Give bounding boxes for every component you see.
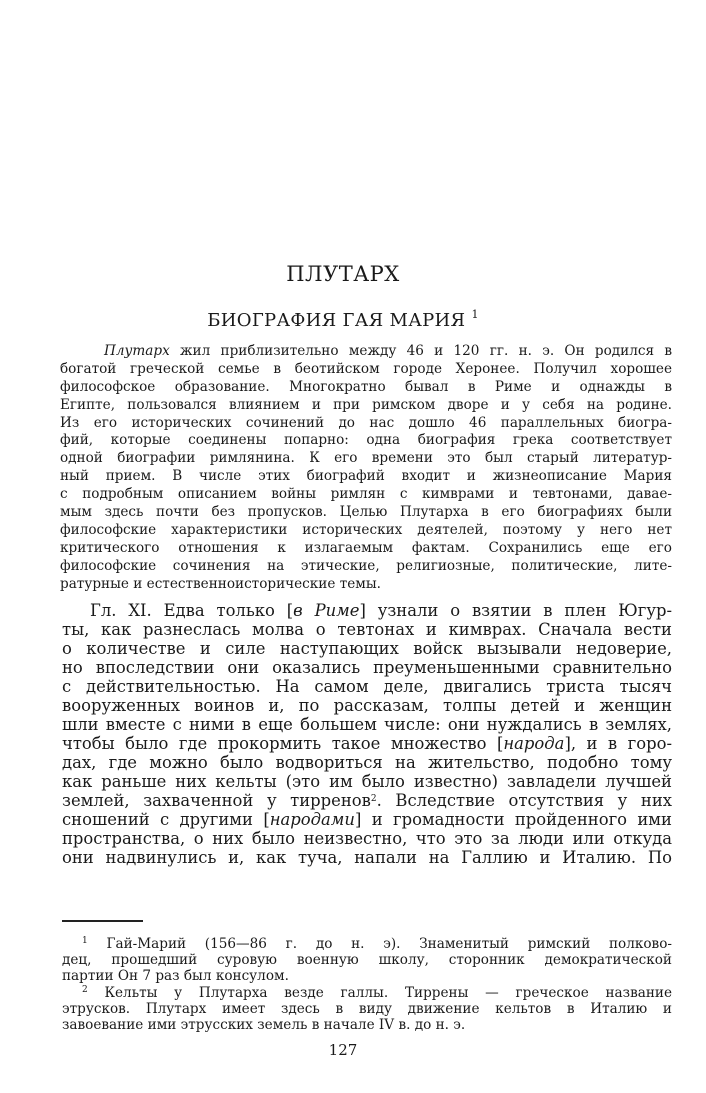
text-line: [60, 432, 672, 450]
text-segment: Гай-Марий (156—86 г. до н. э). Знаменитый римский полково-: [87, 936, 672, 952]
chapter-subtitle: [0, 310, 686, 331]
text-line: [60, 397, 672, 415]
italic-segment: народами: [269, 810, 355, 829]
italic-segment: Плутарх: [104, 343, 170, 359]
text-segment: вооруженных воинов и, по рассказам, толпы детей и женщин: [62, 696, 672, 715]
text-segment: богатой греческой семье в беотийском городе Херонее. Получил хорошее: [60, 360, 672, 377]
text-line: [62, 1001, 672, 1017]
text-line: [62, 968, 672, 984]
text-line: [62, 715, 672, 734]
text-segment: критического отношения к излагаемым фактам. Сохранились еще его: [60, 539, 672, 556]
text-segment: одной биографии римлянина. К его времени это был старый литератур-: [60, 450, 672, 467]
text-line: [62, 985, 672, 1001]
text-line: [60, 486, 672, 504]
text-segment: Египте, пользовался влиянием и при римском дворе и у себя на родине.: [60, 396, 672, 413]
text-segment: ный прием. В числе этих биографий входит и жизнеописание Мария: [60, 468, 672, 485]
text-segment: Гл. XI. Едва только [: [90, 601, 294, 620]
page-number: 127: [328, 1041, 358, 1059]
text-segment: с подробным описанием войны римлян с кимврами и тевтонами, давае-: [60, 486, 672, 503]
text-segment: они надвинулись и, как туча, напали на Галлию и Италию. По: [62, 848, 672, 867]
text-line: [60, 576, 672, 594]
text-segment: жил приблизительно между 46 и 120 гг. н. э. Он родился в: [169, 343, 672, 359]
text-line: [60, 361, 672, 379]
footnote-ref: 1: [471, 308, 479, 321]
intro-paragraph: [60, 343, 672, 593]
text-line: [60, 540, 672, 558]
text-segment: ] узнали о взятии в плен Югур-: [359, 601, 672, 620]
text-line: [62, 601, 672, 620]
text-segment: ] и громадности пройденного ими: [354, 810, 672, 829]
text-line: [60, 379, 672, 397]
text-segment: ратурные и естественноисторические темы.: [60, 575, 381, 592]
text-segment: . Вследствие отсутствия у них: [376, 791, 672, 810]
text-segment: пространства, о них было неизвестно, что это за люди или откуда: [62, 829, 672, 848]
text-segment: шли вместе с ними в еще большем числе: они нуждались в землях,: [62, 715, 672, 734]
text-segment: дах, где можно было водвориться на жительство, подобно тому: [62, 753, 672, 772]
text-line: [62, 658, 672, 677]
text-segment: этрусков. Плутарх имеет здесь в виду движение кельтов в Италию и: [62, 1000, 672, 1017]
text-segment: ты, как разнеслась молва о тевтонах и кимврах. Сначала вести: [62, 620, 672, 639]
text-segment: землей, захваченной у тирренов: [62, 791, 371, 810]
text-line: [62, 810, 672, 829]
text-segment: но впоследствии они оказались преуменьшенными сравнительно: [62, 658, 672, 677]
text-segment: сношений с другими [: [62, 810, 270, 829]
text-segment: с действительностью. На самом деле, двигались триста тысяч: [62, 677, 672, 696]
text-line: [62, 753, 672, 772]
text-segment: завоевание ими этрусских земель в начале IV в. до н. э.: [62, 1016, 466, 1033]
footnote-marker: 1: [82, 936, 88, 946]
text-segment: философские характеристики исторических деятелей, поэтому у него нет: [60, 521, 672, 538]
text-segment: Кельты у Плутарха везде галлы. Тиррены — греческое название: [87, 984, 672, 1001]
footnotes: [62, 936, 672, 1033]
text-line: [60, 415, 672, 433]
footnote-marker: 2: [82, 984, 88, 995]
text-line: [60, 343, 672, 361]
text-segment: философские сочинения на этические, религиозные, политические, лите-: [60, 557, 672, 574]
text-line: [62, 791, 672, 810]
text-line: [60, 450, 672, 468]
text-segment: партии Он 7 раз был консулом.: [62, 968, 289, 985]
subtitle-text: БИОГРАФИЯ ГАЯ МАРИЯ: [207, 310, 466, 331]
text-line: [62, 696, 672, 715]
text-line: [62, 677, 672, 696]
text-line: [60, 468, 672, 486]
text-segment: как раньше них кельты (это им было известно) завладели лучшей: [62, 772, 672, 791]
page-title: ПЛУТАРХ: [286, 262, 400, 286]
text-line: [62, 1017, 672, 1033]
text-segment: ], и в горо-: [564, 734, 672, 753]
text-segment: дец, прошедший суровую военную школу, сторонник демократической: [62, 952, 672, 969]
text-line: [62, 936, 672, 952]
text-segment: философское образование. Многократно бывал в Риме и однажды в: [60, 378, 672, 395]
text-segment: мым здесь почти без пропусков. Целью Плутарха в его биографиях были: [60, 504, 672, 521]
footnote-divider: [62, 920, 143, 922]
text-line: [62, 848, 672, 867]
text-segment: о количестве и силе наступающих войск вызывали недоверие,: [62, 639, 672, 658]
text-line: [60, 504, 672, 522]
text-line: [60, 522, 672, 540]
main-text: [62, 601, 672, 867]
text-line: [62, 952, 672, 968]
text-line: [62, 639, 672, 658]
italic-segment: в Риме: [293, 601, 360, 620]
text-line: [62, 734, 672, 753]
text-line: [60, 558, 672, 576]
text-line: [62, 772, 672, 791]
text-line: [62, 620, 672, 639]
text-segment: чтобы было где прокормить такое множество [: [62, 734, 504, 753]
text-line: [62, 829, 672, 848]
footnote-marker: 2: [370, 794, 377, 804]
text-segment: фий, которые соединены попарно: одна биография грека соответствует: [60, 432, 672, 449]
text-segment: Из его исторических сочинений до нас дошло 46 параллельных биогра-: [60, 414, 672, 431]
italic-segment: народа: [503, 734, 565, 753]
